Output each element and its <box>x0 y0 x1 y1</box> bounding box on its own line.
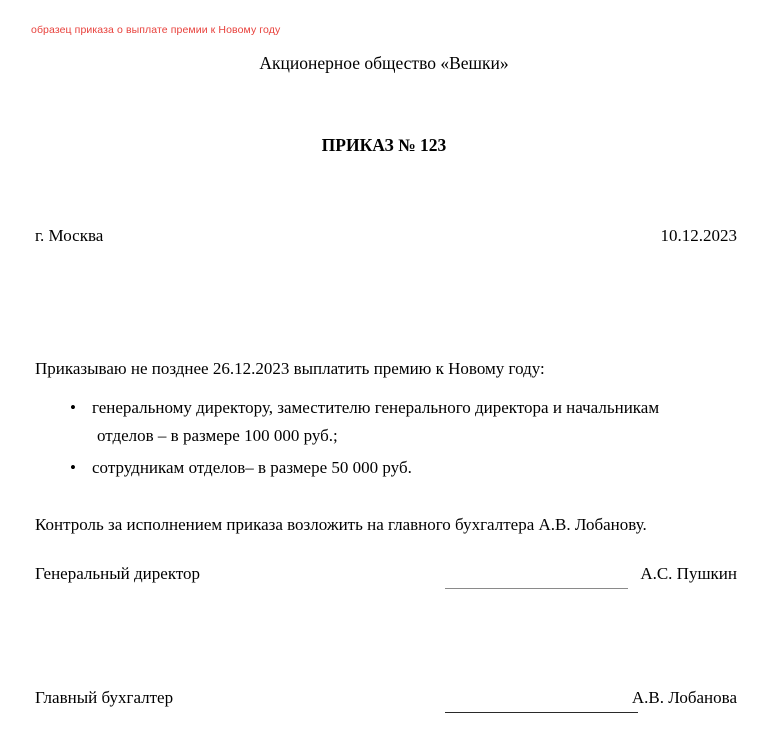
signature-block-director <box>35 563 737 603</box>
document-date: 10.12.2023 <box>660 226 737 245</box>
page-caption: образец приказа о выплате премии к Новому году <box>31 24 281 36</box>
bullet-point-icon: • <box>70 458 76 477</box>
signature-role: Главный бухгалтер <box>35 688 174 707</box>
list-item <box>35 454 737 482</box>
bullet-point-icon: • <box>70 398 76 417</box>
signature-block-accountant <box>35 687 737 727</box>
organization-name: Акционерное общество «Вешки» <box>259 53 509 73</box>
payout-list <box>35 394 737 482</box>
directive-paragraph: Приказываю не позднее 26.12.2023 выплатить премию к Новому году: <box>35 359 545 378</box>
signature-name: А.С. Пушкин <box>640 564 737 583</box>
signature-line <box>445 712 638 713</box>
list-item-line-2: отделов – в размере 100 000 руб.; <box>97 426 338 445</box>
signature-line <box>445 588 628 589</box>
control-note: Контроль за исполнением приказа возложить на главного бухгалтера А.В. Лобанову. <box>35 515 647 534</box>
signature-name: А.В. Лобанова <box>631 688 737 707</box>
list-item-line-1: сотрудникам отделов– в размере 50 000 руб. <box>92 458 412 477</box>
city-label: г. Москва <box>35 226 104 245</box>
document-meta-row <box>35 225 737 247</box>
list-item-line-1: генеральному директору, заместителю генерального директора и начальникам <box>92 398 660 417</box>
signature-role: Генеральный директор <box>35 564 201 583</box>
list-item <box>35 394 737 450</box>
page-title: ПРИКАЗ № 123 <box>321 135 447 155</box>
